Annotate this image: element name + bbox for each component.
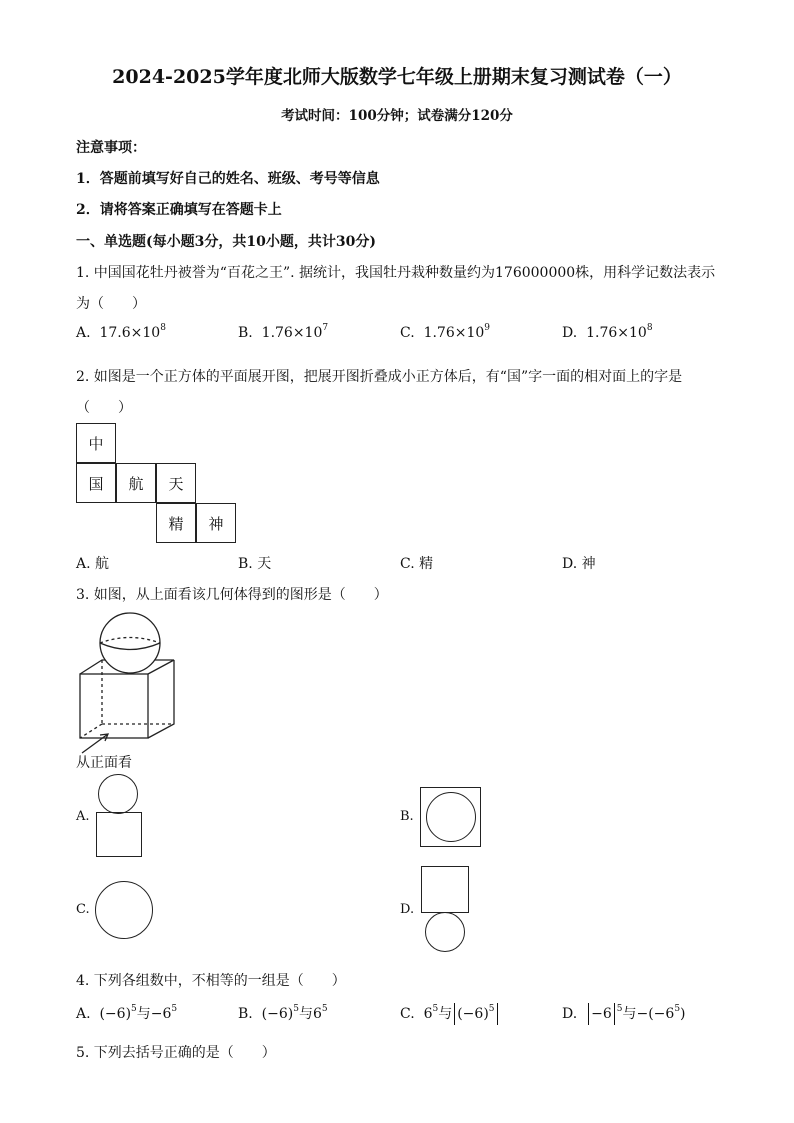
sphere-on-cube-figure <box>74 610 184 760</box>
option-a-circle <box>98 774 138 814</box>
net-cell: 神 <box>196 503 236 543</box>
section-heading: 一、单选题(每小题3分，共10小题，共计30分) <box>76 234 376 250</box>
option-b-circle <box>426 792 476 842</box>
q4-option-b: B. $(-6)^5$与$6^5$ <box>238 1004 328 1022</box>
notice-heading: 注意事项： <box>76 140 146 156</box>
option-c-circle <box>95 881 153 939</box>
q3-option-a-label: A. <box>76 809 90 824</box>
paper-title: 2024-2025学年度北师大版数学七年级上册期末复习测试卷（一） <box>112 66 682 88</box>
q1-option-c: C. $1.76\times 10^9$ <box>400 323 491 341</box>
q4-option-d: D. −6 $^5$与$-(-6^5)$ <box>562 1003 686 1025</box>
q1-option-a: A. $17.6\times 10^8$ <box>76 323 166 341</box>
q2-stem-line2: （ ） <box>76 400 132 416</box>
q1-stem-line2: 为（ ） <box>76 296 146 312</box>
q3-option-b-label: B. <box>400 809 414 824</box>
cube-net-figure <box>76 423 236 543</box>
q1-stem-line1: 1. 中国国花牡丹被誉为“百花之王”. 据统计，我国牡丹栽种数量约为176000000株，用科学记数法表示 <box>76 265 716 281</box>
q4-option-c: C. $6^5$与 $(-6)^5$ <box>400 1003 500 1025</box>
q2-option-a: A. 航 <box>76 556 110 572</box>
front-view-label: 从正面看 <box>76 755 132 771</box>
q3-option-d-label: D. <box>400 902 415 917</box>
q4-option-a: A. $(-6)^5$与$-6^5$ <box>76 1004 178 1022</box>
net-cell: 天 <box>156 463 196 503</box>
net-cell: 精 <box>156 503 196 543</box>
q3-stem: 3. 如图，从上面看该几何体得到的图形是（ ） <box>76 587 388 603</box>
q1-option-d: D. $1.76\times 10^8$ <box>562 323 653 341</box>
q3-option-c-label: C. <box>76 902 90 917</box>
q2-option-b: B. 天 <box>238 556 272 572</box>
q1-option-b: B. $1.76\times 10^7$ <box>238 323 329 341</box>
option-d-circle <box>425 912 465 952</box>
notice-item-1: 1．答题前填写好自己的姓名、班级、考号等信息 <box>76 171 380 187</box>
net-cell: 航 <box>116 463 156 503</box>
net-cell: 中 <box>76 423 116 463</box>
q4-stem: 4. 下列各组数中，不相等的一组是（ ） <box>76 973 346 989</box>
notice-item-2: 2．请将答案正确填写在答题卡上 <box>76 202 282 218</box>
option-a-square <box>96 812 142 857</box>
q5-stem: 5. 下列去括号正确的是（ ） <box>76 1045 276 1061</box>
net-cell: 国 <box>76 463 116 503</box>
q2-stem-line1: 2. 如图是一个正方体的平面展开图，把展开图折叠成小正方体后，有“国”字一面的相对面上的字是 <box>76 369 683 385</box>
q2-option-d: D. 神 <box>562 556 596 572</box>
q2-option-c: C. 精 <box>400 556 434 572</box>
option-d-square <box>421 866 469 913</box>
paper-subtitle: 考试时间：100分钟；试卷满分120分 <box>281 108 513 124</box>
